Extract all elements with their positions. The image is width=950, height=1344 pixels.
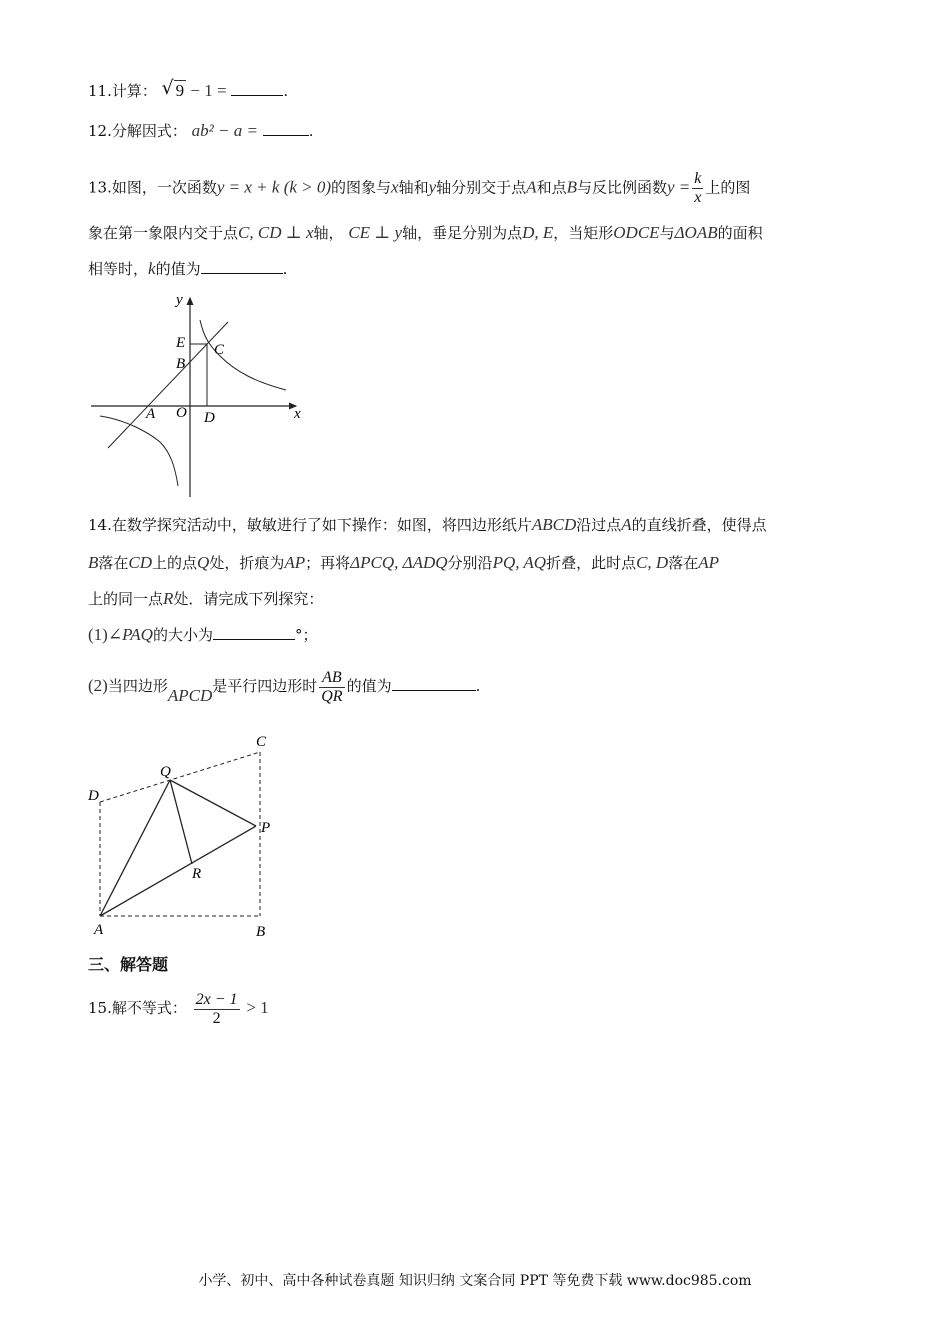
q12-answer-blank[interactable]	[263, 121, 309, 136]
fig13-label-y: y	[176, 292, 183, 308]
fig14-dc-dashed	[100, 752, 260, 802]
fig13-label-D: D	[204, 410, 215, 426]
fig13-hyperbola-q3	[100, 416, 178, 486]
q15-rest: > 1	[246, 998, 269, 1017]
q14-part2-answer-blank[interactable]	[392, 676, 476, 691]
question-11: 11.计算： √ 9 − 1 = .	[88, 77, 289, 100]
fig14-label-R: R	[192, 866, 202, 882]
q15-fraction: $\frac{2x - 1}{2}$	[195, 990, 238, 1027]
fig14-label-Q: Q	[160, 764, 171, 780]
q12-label: 12.分解因式：	[88, 122, 187, 140]
q13-answer-blank[interactable]	[201, 259, 283, 274]
fig13-label-E: E	[176, 335, 186, 351]
question-14-line-3: 上的同一点R处．请完成下列探究：	[88, 589, 324, 608]
question-14-part-2: (2)当四边形APCD是平行四边形时 $\frac{AB}{QR}$ 的值为 .	[88, 668, 481, 705]
fig14-label-D: D	[88, 788, 99, 804]
fig13-linear-line	[108, 322, 228, 448]
q11-expr: − 1 =	[186, 81, 227, 100]
question-13-line-1: 13.如图，一次函数y = x + k (k > 0)的图象与x轴和y轴分别交于点A和点B与反比例函数y = $\frac{k}{x}$ 上的图	[88, 170, 751, 206]
fig14-qr	[170, 780, 192, 864]
section-3-heading: 三、解答题	[88, 955, 169, 974]
fig13-label-B: B	[176, 356, 186, 372]
question-12: 12.分解因式： ab² − a = .	[88, 121, 314, 140]
question-14-line-2: B落在CD上的点Q处，折痕为AP；再将ΔPCQ, ΔADQ分别沿PQ, AQ折叠，此时点C, D落在AP	[88, 553, 720, 572]
q11-answer-blank[interactable]	[231, 81, 283, 96]
fig14-label-C: C	[256, 734, 267, 750]
figure-14-quadrilateral	[84, 728, 284, 943]
question-15	[88, 988, 269, 1028]
figure-13-graph	[86, 290, 311, 505]
q12-expr: ab² − a =	[191, 121, 258, 140]
q14-part1-answer-blank[interactable]	[213, 625, 295, 640]
fig14-qp	[170, 780, 256, 826]
q13-inverse-fraction: $\frac{k}{x}$	[694, 170, 702, 206]
page-footer: 小学、初中、高中各种试卷真题 知识归纳 文案合同 PPT 等免费下载 www.doc985.com	[198, 1273, 752, 1289]
question-13-line-2: 象在第一象限内交于点C, CD ⊥ x轴， CE ⊥ y轴，垂足分别为点D, E，当矩形ODCE与ΔOAB的面积	[88, 223, 763, 242]
fig13-label-x: x	[294, 406, 301, 422]
fig14-label-B: B	[256, 924, 266, 940]
fig13-label-O: O	[176, 405, 187, 421]
fig13-label-A: A	[146, 406, 156, 422]
fig13-hyperbola-q1	[200, 320, 286, 390]
fig14-label-P: P	[261, 820, 271, 836]
question-14-line-1: 14.在数学探究活动中，敏敏进行了如下操作：如图，将四边形纸片ABCD沿过点A的直线折叠，使得点	[88, 515, 767, 534]
q14-ratio-fraction: $\frac{AB}{QR}$	[321, 668, 343, 705]
fig14-label-A: A	[94, 922, 104, 938]
q11-sqrt: √ 9	[161, 77, 185, 100]
q11-label: 11.计算：	[88, 82, 157, 100]
q15-label: 15.解不等式：	[88, 999, 187, 1017]
question-14-part-1: (1)∠PAQ的大小为 °；	[88, 625, 318, 644]
question-13-line-3: 相等时，k的值为 .	[88, 259, 288, 278]
fig13-label-C: C	[214, 342, 225, 358]
